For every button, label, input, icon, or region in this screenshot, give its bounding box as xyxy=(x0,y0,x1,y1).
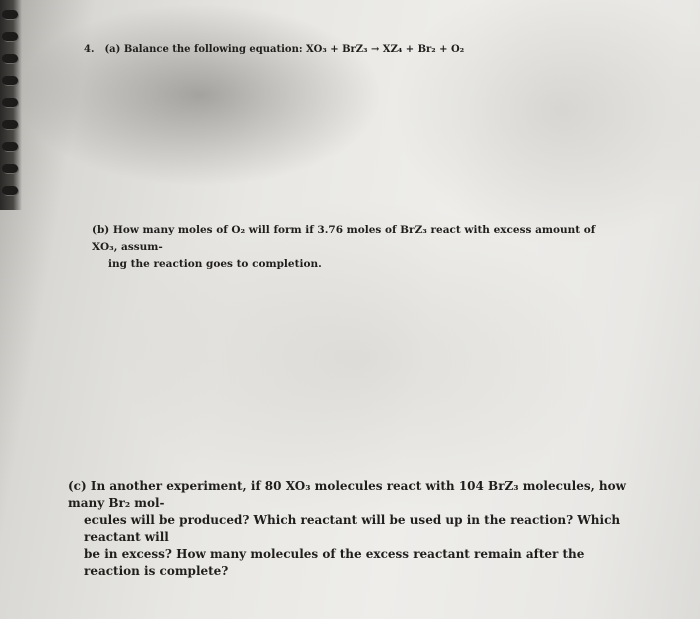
question-number: 4. xyxy=(84,44,95,55)
spiral-binding xyxy=(0,0,22,210)
question-4a-text: (a) Balance the following equation: XO₃ + BrZ₃ → XZ₄ + Br₂ + O₂ xyxy=(104,44,465,55)
binding-ring xyxy=(2,164,18,173)
binding-ring xyxy=(2,98,18,107)
question-4b-line1: (b) How many moles of O₂ will form if 3.76 moles of BrZ₃ react with excess amount of XO₃, assum- xyxy=(92,224,596,253)
question-4b xyxy=(92,222,612,273)
question-4c-line1: (c) In another experiment, if 80 XO₃ molecules react with 104 BrZ₃ molecules, how many Br₂ mol- xyxy=(68,479,626,510)
binding-ring xyxy=(2,32,18,41)
binding-ring xyxy=(2,76,18,85)
binding-ring xyxy=(2,120,18,129)
binding-ring xyxy=(2,54,18,63)
question-4c xyxy=(68,478,638,580)
binding-ring xyxy=(2,142,18,151)
question-4b-line2: ing the reaction goes to completion. xyxy=(108,258,322,270)
binding-ring xyxy=(2,10,18,19)
question-4a xyxy=(84,41,464,58)
question-4c-line3: be in excess? How many molecules of the excess reactant remain after the reaction is complete? xyxy=(84,547,585,578)
binding-ring xyxy=(2,186,18,195)
question-4c-line2: ecules will be produced? Which reactant will be used up in the reaction? Which reactant will xyxy=(84,513,621,544)
